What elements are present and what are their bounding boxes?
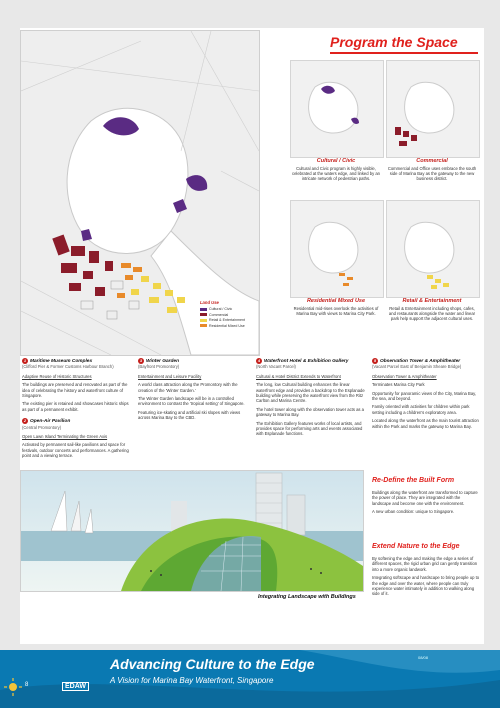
paragraph: The Exhibition Gallery features works of local artists, and provides space for performing arts and events associated with Esplanade functions. bbox=[256, 420, 363, 437]
heading-text: Observation Tower & Amphitheater bbox=[380, 359, 461, 364]
legend-swatch bbox=[200, 313, 207, 316]
legend-swatch bbox=[200, 324, 207, 327]
legend-row bbox=[200, 318, 250, 322]
number-badge: 5 bbox=[373, 358, 377, 363]
legend-row bbox=[200, 307, 250, 311]
map-legend bbox=[200, 300, 250, 348]
column-underline: Adaptive Reuse of Historic Structures bbox=[22, 373, 92, 379]
thumb-cultural-text: Cultural and Civic program is highly visible, celebrated at the waters edge, and linked by an intricate network of pedestrian paths. bbox=[292, 166, 380, 182]
thumb-commercial-map bbox=[386, 60, 480, 158]
paragraph: A new urban condition: unique to Singapore. bbox=[372, 509, 455, 515]
legend-label: Retail & Entertainment bbox=[209, 318, 245, 322]
footer-title: Advancing Culture to the Edge bbox=[110, 656, 315, 672]
thumb-commercial-caption: Commercial bbox=[416, 158, 448, 164]
paragraph: Opportunity for panoramic views of the City, Marina Bay, the sea, and beyond. bbox=[372, 390, 477, 402]
thumb-retail-drawing bbox=[387, 201, 479, 297]
paragraph: Featuring ice-skating and artificial ski slopes with views across Marina Bay to the CBD. bbox=[138, 409, 241, 421]
paragraph: By softening the edge and making the edge a series of different spaces, the rigid urban grid can gently transition into a more organic landwork. bbox=[372, 556, 478, 572]
column-subheading: (Clifford Pier & Former Customs Harbour Branch) bbox=[22, 364, 114, 370]
legend-swatch bbox=[200, 319, 207, 322]
rendering-caption: Integrating Landscape with Buildings bbox=[258, 594, 356, 600]
column-observation-tower bbox=[372, 358, 482, 429]
paragraph: Buildings along the waterfront are transformed to capture the power of place. They are integrated with the landscape and become one with the environment. bbox=[372, 490, 478, 506]
column-waterfront-hotel bbox=[256, 358, 366, 437]
paragraph: Family oriented with activities for children within park setting including a children's exploratory area. bbox=[372, 404, 470, 415]
number-badge: 2 bbox=[23, 418, 27, 424]
page-number: 8 bbox=[25, 682, 29, 688]
legend-label: Residential Mixed Use bbox=[209, 323, 245, 328]
paragraph: The long, low Cultural building enhances the linear waterfront edge and provides a backdrop to the Esplanade building while preserving the waterfront view from the Ritz Carlton and Marina Centre. bbox=[256, 382, 365, 404]
column-subheading: (Central Promontory) bbox=[22, 424, 62, 430]
paragraph: Located along the waterfront as the main tourist attraction within the Park and marks the gateway to Marina Bay. bbox=[372, 418, 479, 429]
heading-text: Winter Garden bbox=[146, 359, 180, 364]
column-maritime-museum bbox=[22, 358, 132, 459]
footer-subtitle: A Vision for Marina Bay Waterfront, Singapore bbox=[110, 676, 274, 685]
paragraph: The Winter Garden landscape will be in a controlled environment to contrast the 'tropical setting' of Singapore. bbox=[138, 396, 245, 407]
thumb-retail-map bbox=[386, 200, 480, 298]
column-underline: Observation Tower & Amphitheater bbox=[372, 373, 437, 379]
number-badge: 4 bbox=[257, 358, 261, 363]
firm-logo: EDAW bbox=[62, 682, 89, 691]
footer-page-index: 08/08 bbox=[418, 655, 429, 660]
thumb-cultural-caption: Cultural / Civic bbox=[316, 158, 356, 164]
landscape-rendering bbox=[20, 470, 364, 592]
sun-logo-icon bbox=[4, 678, 22, 696]
column-subheading: (Bayfront Promontory) bbox=[138, 364, 180, 370]
heading-text: Waterfront Hotel & Exhibition Gallery bbox=[264, 359, 349, 364]
legend-row bbox=[200, 324, 250, 328]
heading-text: Open-Air Pavilion bbox=[30, 419, 71, 425]
thumb-residential-map bbox=[290, 200, 384, 298]
thumb-residential-text: Residential mid-rises overlook the activities of Marina Bay with views to Marina City Park. bbox=[293, 306, 379, 317]
number-badge: 1 bbox=[23, 358, 27, 363]
column-underline: Entertainment and Leisure Facility bbox=[138, 373, 202, 379]
thumb-commercial-text: Commercial and Office uses embrace the south side of Marina Bay as the gateway to the new business district. bbox=[387, 166, 477, 182]
thumb-residential-caption: Residential Mixed Use bbox=[306, 298, 366, 304]
paragraph: The hotel tower along with the observation tower acts as a gateway to Marina Bay. bbox=[256, 406, 365, 418]
thumb-commercial-drawing bbox=[387, 61, 479, 157]
thumb-retail-text: Retail & Entertainment including shops, cafes, and restaurants alongside the water and linear park help support the adjacent cultural uses. bbox=[388, 306, 476, 322]
thumb-residential-drawing bbox=[291, 201, 383, 297]
column-winter-garden bbox=[138, 358, 248, 421]
thumb-cultural-map bbox=[290, 60, 384, 158]
number-badge: 3 bbox=[139, 358, 143, 363]
paragraph: Activated by permanent sail-like pavilions and space for festivals, outdoor concerts and performances. A gathering point and a viewing terrace. bbox=[22, 442, 129, 459]
column-subheading: (Vacant Parcel East of Benjamin Sheare Bridge) bbox=[372, 364, 462, 370]
paragraph: Integrating softscape and hardscape to bring people up to the edge and over the water, where people can truly experience water intimately in addition to walking along side of it. bbox=[372, 575, 480, 597]
section-title: Program the Space bbox=[330, 34, 458, 50]
legend-row bbox=[200, 313, 250, 317]
paragraph: Terminates Marina City Park bbox=[372, 382, 425, 388]
thumb-retail-caption: Retail & Entertainment bbox=[402, 298, 462, 304]
column-underline: Cultural & Hotel District Extends to Waterfront bbox=[256, 373, 341, 379]
column-underline: Open Lawn Island Terminating the Green Axis bbox=[22, 434, 108, 440]
legend-title: Land Use bbox=[200, 300, 219, 305]
thumb-cultural-drawing bbox=[291, 61, 383, 157]
title-rule bbox=[330, 52, 478, 54]
heading-text: Maritime Museum Complex bbox=[30, 359, 93, 364]
paragraph: The existing pier is retained and showcases historic ships as part of a permanent exhibit. bbox=[22, 401, 129, 412]
rendering-drawing bbox=[21, 471, 363, 591]
side-heading-nature: Extend Nature to the Edge bbox=[372, 543, 460, 550]
side-text-built-form bbox=[372, 490, 480, 518]
paragraph: The buildings are preserved and renovated as part of the idea of celebrating the history and waterfront culture of Singapore. bbox=[22, 382, 128, 399]
legend-label: Cultural / Civic bbox=[209, 307, 233, 311]
legend-swatch bbox=[200, 308, 207, 311]
paragraph: A world class attraction along the Promontory with the creation of the 'Winter Garden.' bbox=[138, 382, 238, 393]
side-text-nature bbox=[372, 556, 480, 600]
column-subheading: (North Vacant Parcel) bbox=[256, 364, 296, 370]
side-heading-built-form: Re-Define the Built Form bbox=[372, 477, 455, 484]
legend-label: Commercial bbox=[209, 312, 229, 317]
